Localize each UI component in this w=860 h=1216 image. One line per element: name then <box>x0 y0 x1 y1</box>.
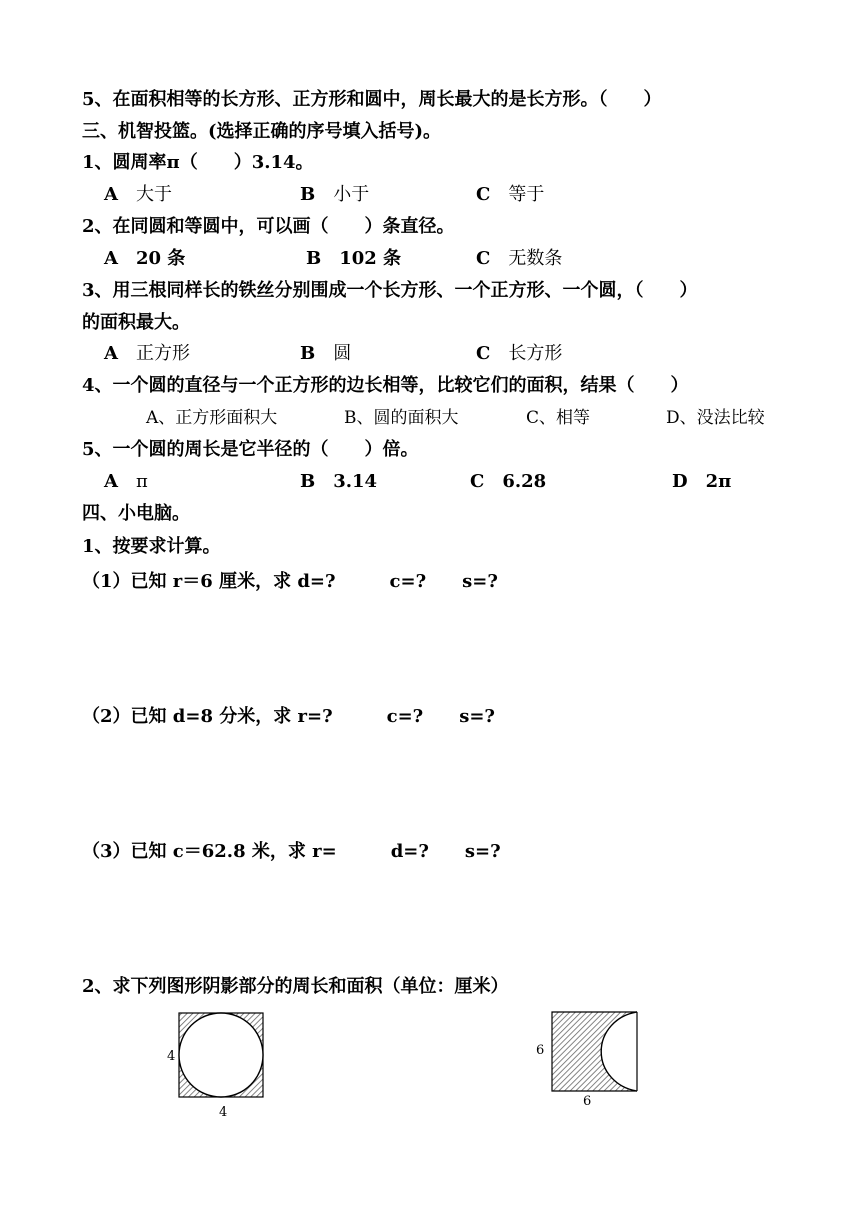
calc-heading: 1、按要求计算。 <box>82 536 221 557</box>
figure-square-circle <box>160 1006 280 1124</box>
option-text: 6.28 <box>502 471 547 492</box>
fig1-side-label: 4 <box>167 1049 176 1064</box>
q1-option-a <box>104 183 172 207</box>
option-text: 102 条 <box>339 248 402 269</box>
option-key: C <box>476 248 491 269</box>
q4-option-a: A、正方形面积大 <box>146 408 278 428</box>
q5-option-a <box>104 470 148 494</box>
shaded-area-heading: 2、求下列图形阴影部分的周长和面积（单位：厘米） <box>82 976 509 997</box>
question-2: 2、在同圆和等圆中，可以画（ ）条直径。 <box>82 216 455 237</box>
fig2-bottom-label: 6 <box>583 1094 592 1109</box>
option-key: A <box>104 343 118 364</box>
q1-option-c <box>476 183 544 207</box>
q3-option-b <box>300 342 351 366</box>
option-text: 无数条 <box>508 248 563 269</box>
q3-option-a <box>104 342 190 366</box>
q3-option-c <box>476 342 562 366</box>
question-3-cont: 的面积最大。 <box>82 312 190 333</box>
q4-option-c: C、相等 <box>526 408 591 428</box>
option-key: D <box>672 471 688 492</box>
q5-option-b <box>300 470 377 494</box>
q5-option-d <box>672 470 731 494</box>
question-4: 4、一个圆的直径与一个正方形的边长相等，比较它们的面积，结果（ ） <box>82 375 689 396</box>
option-text: 20 条 <box>135 248 186 269</box>
option-text: 正方形 <box>135 343 190 364</box>
inscribed-circle <box>179 1013 263 1097</box>
q1-option-b <box>300 183 369 207</box>
option-text: 3.14 <box>333 471 378 492</box>
question-3: 3、用三根同样长的铁丝分别围成一个长方形、一个正方形、一个圆，（ ） <box>82 280 698 301</box>
q4-option-b: B、圆的面积大 <box>344 408 459 428</box>
option-text: 长方形 <box>508 343 563 364</box>
option-text: 大于 <box>135 184 172 205</box>
option-text: π <box>135 471 148 492</box>
figure-square-semicircle <box>530 1006 650 1114</box>
option-key: B <box>300 471 316 492</box>
option-key: A <box>104 471 118 492</box>
question-1: 1、圆周率π（ ）3.14。 <box>82 152 314 173</box>
option-text: 2π <box>705 471 732 492</box>
option-text: 小于 <box>333 184 370 205</box>
option-key: A <box>104 184 118 205</box>
option-text: 等于 <box>508 184 545 205</box>
q2-option-b <box>306 247 401 271</box>
calc-problem-3: （3）已知 c＝62.8 米，求 r= d=? s=? <box>82 841 501 862</box>
q5-option-c <box>470 470 546 494</box>
option-key: C <box>476 184 491 205</box>
calc-problem-1: （1）已知 r＝6 厘米，求 d=? c=? s=? <box>82 571 498 592</box>
question-5: 5、一个圆的周长是它半径的（ ）倍。 <box>82 439 419 460</box>
section-three-title: 三、机智投篮。(选择正确的序号填入括号)。 <box>82 121 442 142</box>
option-key: A <box>104 248 118 269</box>
option-key: C <box>470 471 485 492</box>
option-text: 圆 <box>333 343 352 364</box>
q2-option-a <box>104 247 185 271</box>
option-key: B <box>300 343 316 364</box>
option-key: C <box>476 343 491 364</box>
q4-option-d: D、没法比较 <box>666 408 765 428</box>
option-key: B <box>300 184 316 205</box>
option-key: B <box>306 248 322 269</box>
calc-problem-2: （2）已知 d=8 分米，求 r=? c=? s=? <box>82 706 495 727</box>
section-four-title: 四、小电脑。 <box>82 503 190 524</box>
q2-option-c <box>476 247 562 271</box>
fig1-bottom-label: 4 <box>219 1105 228 1120</box>
fig2-side-label: 6 <box>536 1043 545 1058</box>
judge-item-5: 5、在面积相等的长方形、正方形和圆中，周长最大的是长方形。（ ） <box>82 89 662 110</box>
